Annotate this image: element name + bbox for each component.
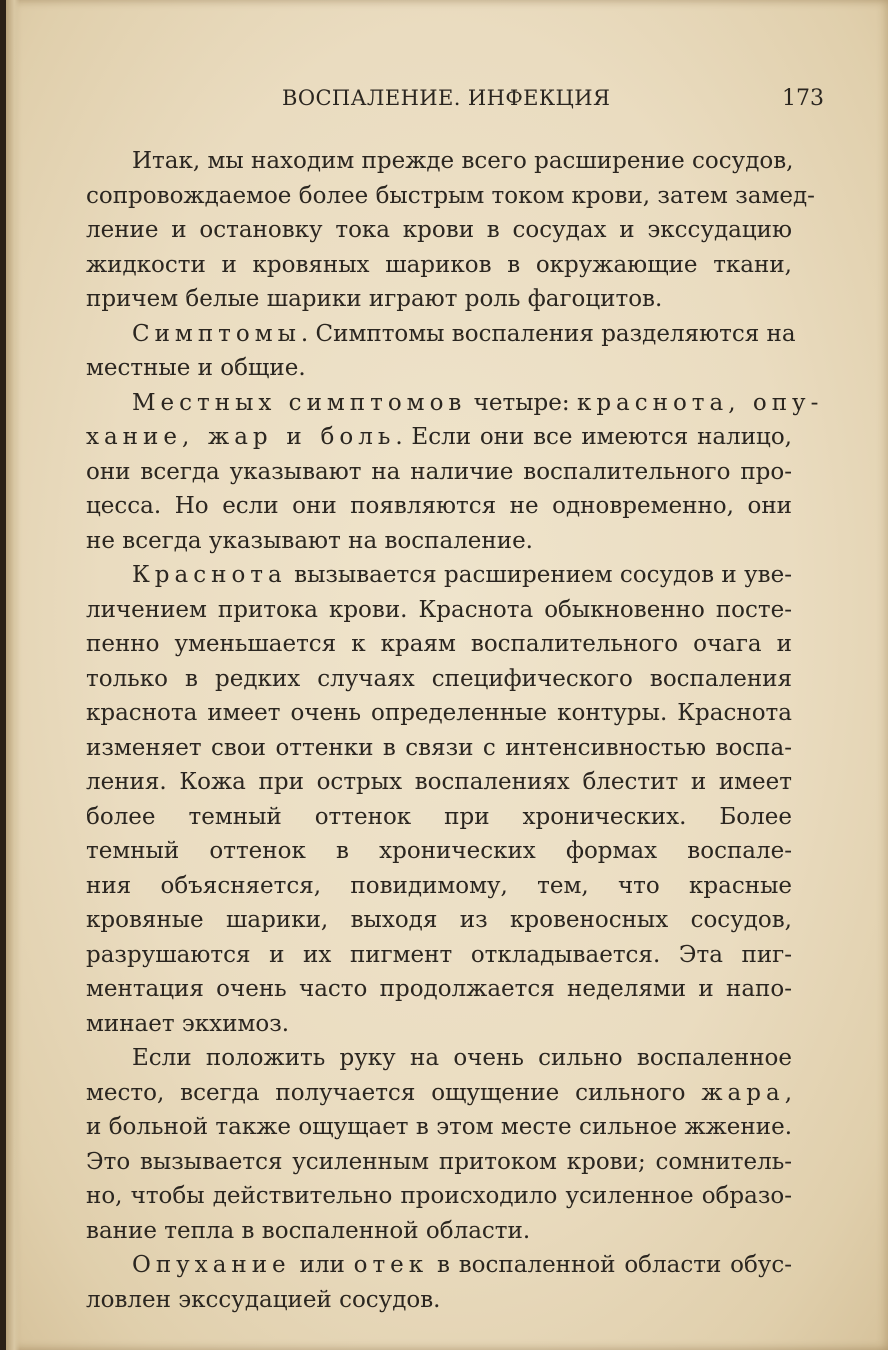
text-run: личением притока крови. Краснота обыкновенно посте- xyxy=(86,596,792,623)
book-page xyxy=(6,0,888,1350)
text-run: более темный оттенок при хронических. Более xyxy=(86,803,792,830)
page-spine-shadow xyxy=(6,0,20,1350)
text-line xyxy=(86,593,792,628)
paragraph xyxy=(86,1041,792,1248)
text-run: . Если они все имеются налицо, xyxy=(395,424,792,450)
spaced-emphasis: отек xyxy=(353,1252,429,1278)
text-run: сопровождаемое более быстрым током крови, затем замед- xyxy=(86,182,815,209)
text-line xyxy=(86,386,824,421)
paragraph xyxy=(86,317,796,386)
text-line xyxy=(86,144,792,179)
spaced-emphasis: Краснота xyxy=(132,562,287,588)
text-run: цесса. Но если они появляются не одновременно, они xyxy=(86,493,792,519)
text-line xyxy=(86,627,792,662)
paragraph xyxy=(86,144,815,317)
text-run: ловлен экссудацией сосудов. xyxy=(86,1286,441,1313)
text-run: причем белые шарики играют роль фагоцитов. xyxy=(86,286,663,312)
text-run: пенно уменьшается к краям воспалительного очага и xyxy=(86,631,792,657)
text-line xyxy=(86,696,792,731)
text-run: они всегда указывают на наличие воспалительного про- xyxy=(86,458,792,485)
text-line xyxy=(86,1179,792,1214)
text-run: Итак, мы находим прежде всего расширение сосудов, xyxy=(132,148,794,174)
text-line xyxy=(86,938,792,973)
running-title: ВОСПАЛЕНИЕ. ИНФЕКЦИЯ xyxy=(282,86,611,110)
text-line xyxy=(86,662,792,697)
text-line xyxy=(86,903,792,938)
text-run: ление и остановку тока крови в сосудах и экссудацию xyxy=(86,217,792,243)
text-run: ния объясняется, повидимому, тем, что красные xyxy=(86,872,792,899)
paragraph xyxy=(86,1248,792,1317)
text-run: Если положить руку на очень сильно воспаленное xyxy=(132,1045,792,1071)
text-run: вызывается расширением сосудов и уве- xyxy=(286,562,792,588)
text-line xyxy=(86,765,792,800)
text-line xyxy=(86,1145,792,1180)
text-line xyxy=(86,1283,792,1318)
text-run: в воспаленной области обус- xyxy=(428,1252,792,1278)
text-line xyxy=(86,1248,792,1283)
text-run: и больной также ощущает в этом месте сильное жжение. xyxy=(86,1114,792,1140)
text-line xyxy=(86,317,796,352)
text-run: , xyxy=(784,1079,792,1106)
text-run: местные и общие. xyxy=(86,355,306,381)
text-run: Это вызывается усиленным притоком крови; сомнитель- xyxy=(86,1148,792,1175)
spaced-emphasis: краснота, опу- xyxy=(576,389,824,416)
paragraph xyxy=(86,386,824,559)
body-text xyxy=(86,144,824,1317)
text-run: разрушаются и их пигмент откладывается. Эта пиг- xyxy=(86,941,792,968)
paragraph xyxy=(86,558,792,1041)
text-run: ментация очень часто продолжается неделями и напо- xyxy=(86,976,792,1002)
text-run: или xyxy=(290,1252,354,1278)
text-run: изменяет свои оттенки в связи с интенсивностью воспа- xyxy=(86,734,792,761)
text-run: жидкости и кровяных шариков в окружающие ткани, xyxy=(86,251,792,278)
text-run: минает экхимоз. xyxy=(86,1010,290,1037)
text-line xyxy=(86,420,792,455)
text-line xyxy=(86,972,792,1007)
text-line xyxy=(86,455,792,490)
text-line xyxy=(86,213,792,248)
text-run: ления. Кожа при острых воспалениях блестит и имеет xyxy=(86,769,792,795)
text-line xyxy=(86,248,792,283)
page-header xyxy=(6,84,888,120)
text-line xyxy=(86,1076,792,1111)
text-line xyxy=(86,731,792,766)
text-line xyxy=(86,1214,792,1249)
text-line xyxy=(86,834,792,869)
text-run: кровяные шарики, выходя из кровеносных сосудов, xyxy=(86,907,792,933)
text-line xyxy=(86,1007,792,1042)
text-line xyxy=(86,800,792,835)
text-line xyxy=(86,179,815,214)
spaced-emphasis: Опухание xyxy=(132,1252,291,1278)
text-line xyxy=(86,282,792,317)
text-run: не всегда указывают на воспаление. xyxy=(86,527,533,554)
text-run: но, чтобы действительно происходило усиленное образо- xyxy=(86,1183,792,1209)
text-line xyxy=(86,1110,792,1145)
spaced-emphasis: Местных симптомов xyxy=(132,389,467,416)
text-run: краснота имеет очень определенные контуры. Краснота xyxy=(86,700,792,726)
text-line xyxy=(86,489,792,524)
spaced-emphasis: Симптомы xyxy=(132,320,301,347)
spaced-emphasis: хание, жар и боль xyxy=(86,424,396,450)
text-run: . Симптомы воспаления разделяются на xyxy=(300,320,796,347)
text-line xyxy=(86,351,792,386)
text-run: вание тепла в воспаленной области. xyxy=(86,1217,531,1244)
text-run: четыре: xyxy=(466,389,577,416)
spaced-emphasis: жара xyxy=(701,1079,785,1106)
page-number: 173 xyxy=(782,86,824,111)
text-run: только в редких случаях специфического воспаления xyxy=(86,665,792,692)
text-line xyxy=(86,869,792,904)
text-run: темный оттенок в хронических формах воспале- xyxy=(86,838,792,864)
text-line xyxy=(86,1041,792,1076)
text-line xyxy=(86,524,792,559)
text-run: место, всегда получается ощущение сильного xyxy=(86,1079,702,1106)
text-line xyxy=(86,558,792,593)
